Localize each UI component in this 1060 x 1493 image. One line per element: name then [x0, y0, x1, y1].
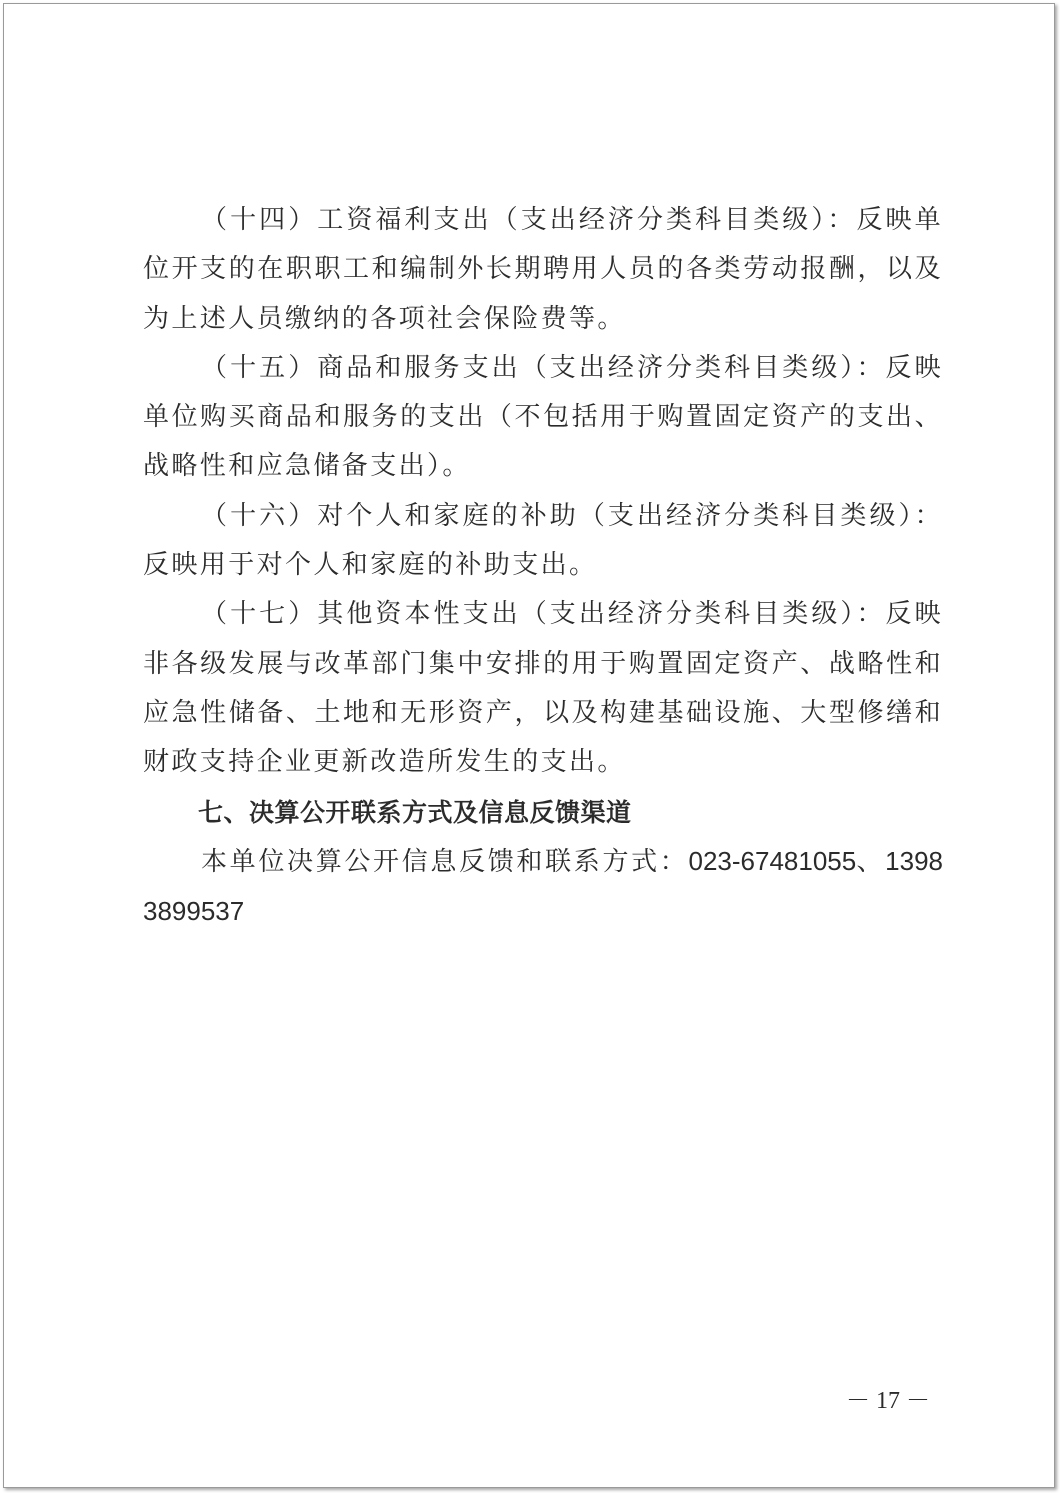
contact-prefix: 本单位决算公开信息反馈和联系方式： — [201, 846, 689, 877]
contact-phone-2: 13983899537 — [143, 845, 943, 927]
contact-paragraph — [143, 837, 943, 938]
paragraph-goods-services: （十五）商品和服务支出（支出经济分类科目类级）：反映单位购买商品和服务的支出（不包括用于购置固定资产的支出、战略性和应急储备支出）。 — [143, 352, 943, 482]
document-body — [143, 196, 943, 937]
section-heading-contact: 七、决算公开联系方式及信息反馈渠道 — [198, 797, 632, 827]
contact-separator: 、 — [856, 846, 886, 877]
paragraph-wage-welfare: （十四）工资福利支出（支出经济分类科目类级）：反映单位开支的在职职工和编制外长期聘用人员的各类劳动报酬，以及为上述人员缴纳的各项社会保险费等。 — [143, 205, 943, 334]
page-number: － 17 － — [846, 1388, 930, 1414]
paragraph-household-subsidy: （十六）对个人和家庭的补助（支出经济分类科目类级）：反映用于对个人和家庭的补助支出。 — [143, 500, 943, 581]
contact-phone-1: 023-67481055 — [688, 845, 857, 876]
paragraph-other-capital: （十七）其他资本性支出（支出经济分类科目类级）：反映非各级发展与改革部门集中安排的用于购置固定资产、战略性和应急性储备、土地和无形资产，以及构建基础设施、大型修缮和财政支持企业更新改造所发生的支出。 — [143, 599, 943, 778]
